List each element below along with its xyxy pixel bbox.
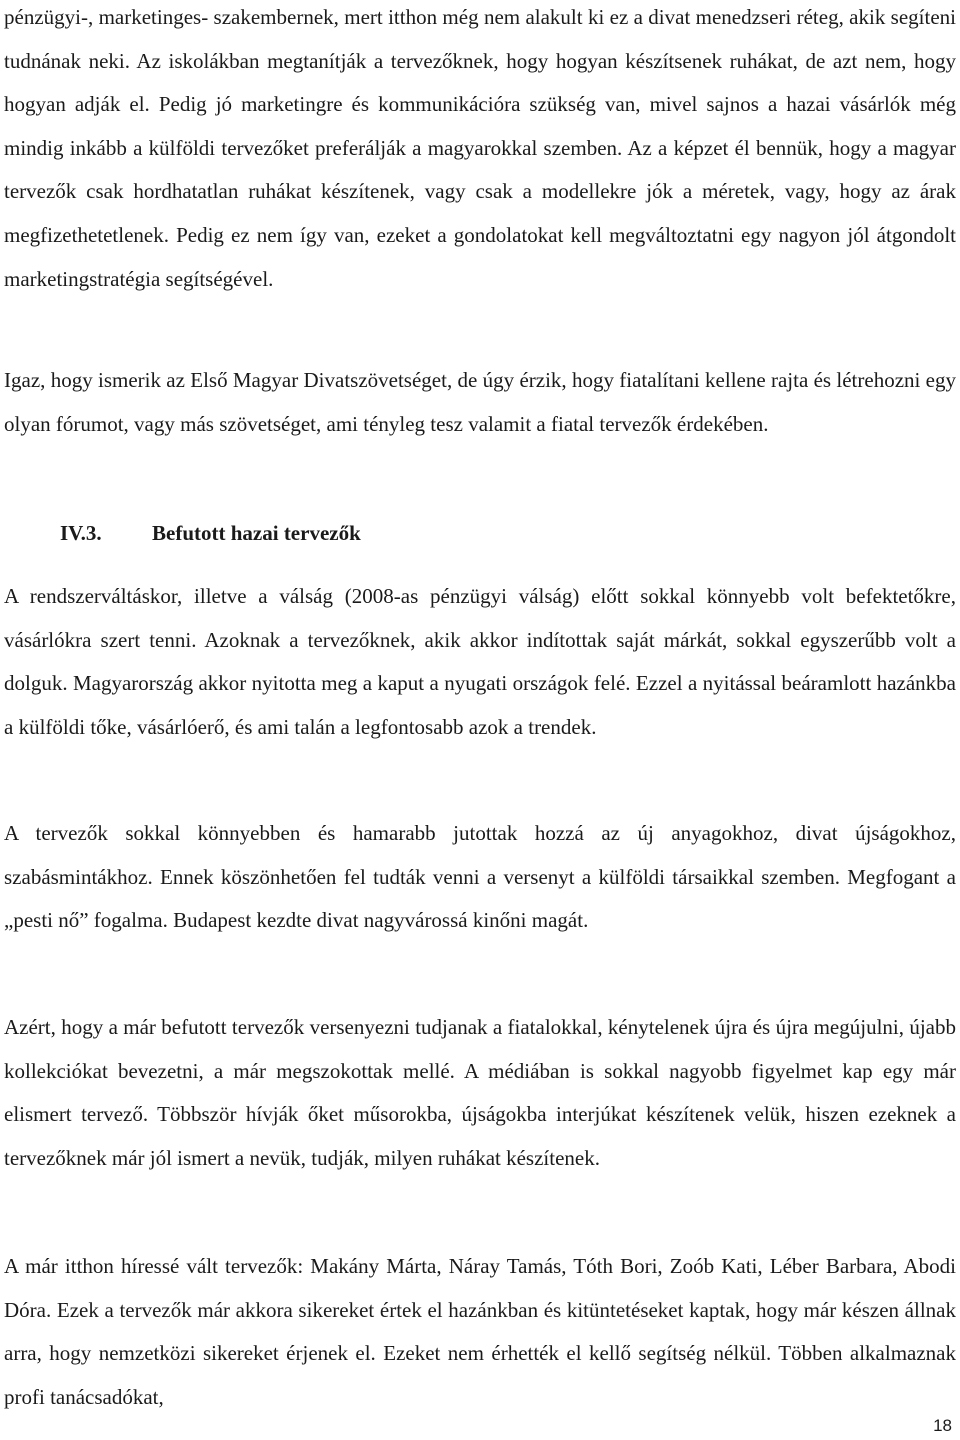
- paragraph-marketing-need: pénzügyi-, marketinges- szakembernek, mert itthon még nem alakult ki ez a divat menedzseri réteg, akik segíteni tudnának neki. Az iskolákban megtanítják a tervezőknek, hogy hogyan készítsenek ruhákat, de azt nem, hogy hogyan adják el. Pedig jó marketingre és kommunikációra szükség van, mivel sajnos a hazai vásárlók még mindig inkább a külföldi tervezőket preferálják a magyarokkal szemben. Az a képzet él bennük, hogy a magyar tervezők csak hordhatatlan ruhákat készítenek, vagy csak a modellekre jók a méretek, vagy, hogy az árak megfizethetetlenek. Pedig ez nem így van, ezeket a gondolatokat kell megváltoztatni egy nagyon jól átgondolt marketingstratégia segítségével.: [4, 5, 956, 291]
- paragraph-established-designers: Azért, hogy a már befutott tervezők versenyezni tudjanak a fiatalokkal, kénytelenek újra és újra megújulni, újabb kollekciókat bevezetni, a már megszokottak mellé. A médiában is sokkal nagyobb figyelmet kap egy már elismert tervező. Többször hívják őket műsorokba, újságokba interjúkat készítenek velük, hiszen ezeknek a tervezőknek már jól ismert a nevük, tudják, milyen ruhákat készítenek.: [4, 1015, 956, 1170]
- paragraph-new-materials: A tervezők sokkal könnyebben és hamarabb jutottak hozzá az új anyagokhoz, divat újságokhoz, szabásmintákhoz. Ennek köszönhetően fel tudták venni a versenyt a külföldi társaikkal szemben. Megfogant a „pesti nő” fogalma. Budapest kezdte divat nagyvárossá kinőni magát.: [4, 821, 956, 933]
- page-number: 18: [933, 1416, 952, 1435]
- paragraph-fashion-association: Igaz, hogy ismerik az Első Magyar Divatszövetséget, de úgy érzik, hogy fiatalítani kellene rajta és létrehozni egy olyan fórumot, vagy más szövetséget, ami tényleg tesz valamit a fiatal tervezők érdekében.: [4, 368, 956, 436]
- paragraph-regime-change: A rendszerváltáskor, illetve a válság (2008-as pénzügyi válság) előtt sokkal könnyebb volt befektetőkre, vásárlókra szert tenni. Azoknak a tervezőknek, akik akkor indítottak saját márkát, sokkal egyszerűbb volt a dolguk. Magyarország akkor nyitotta meg a kaput a nyugati országok felé. Ezzel a nyitással beáramlott hazánkba a külföldi tőke, vásárlóerő, és ami talán a legfontosabb azok a trendek.: [4, 584, 956, 739]
- paragraph-famous-designers: A már itthon híressé vált tervezők: Makány Márta, Náray Tamás, Tóth Bori, Zoób Kati, Léber Barbara, Abodi Dóra. Ezek a tervezők már akkora sikereket értek el hazánkban és kitüntetéseket kaptak, hogy már készen állnak arra, hogy nemzetközi sikereket érjenek el. Ezeket nem érhették el kellő segítség nélkül. Többen alkalmaznak profi tanácsadókat,: [4, 1254, 956, 1409]
- section-heading: [60, 513, 361, 553]
- section-number: IV.3.: [60, 521, 102, 545]
- section-title: Befutott hazai tervezők: [152, 521, 361, 545]
- document-page: [4, 0, 956, 1440]
